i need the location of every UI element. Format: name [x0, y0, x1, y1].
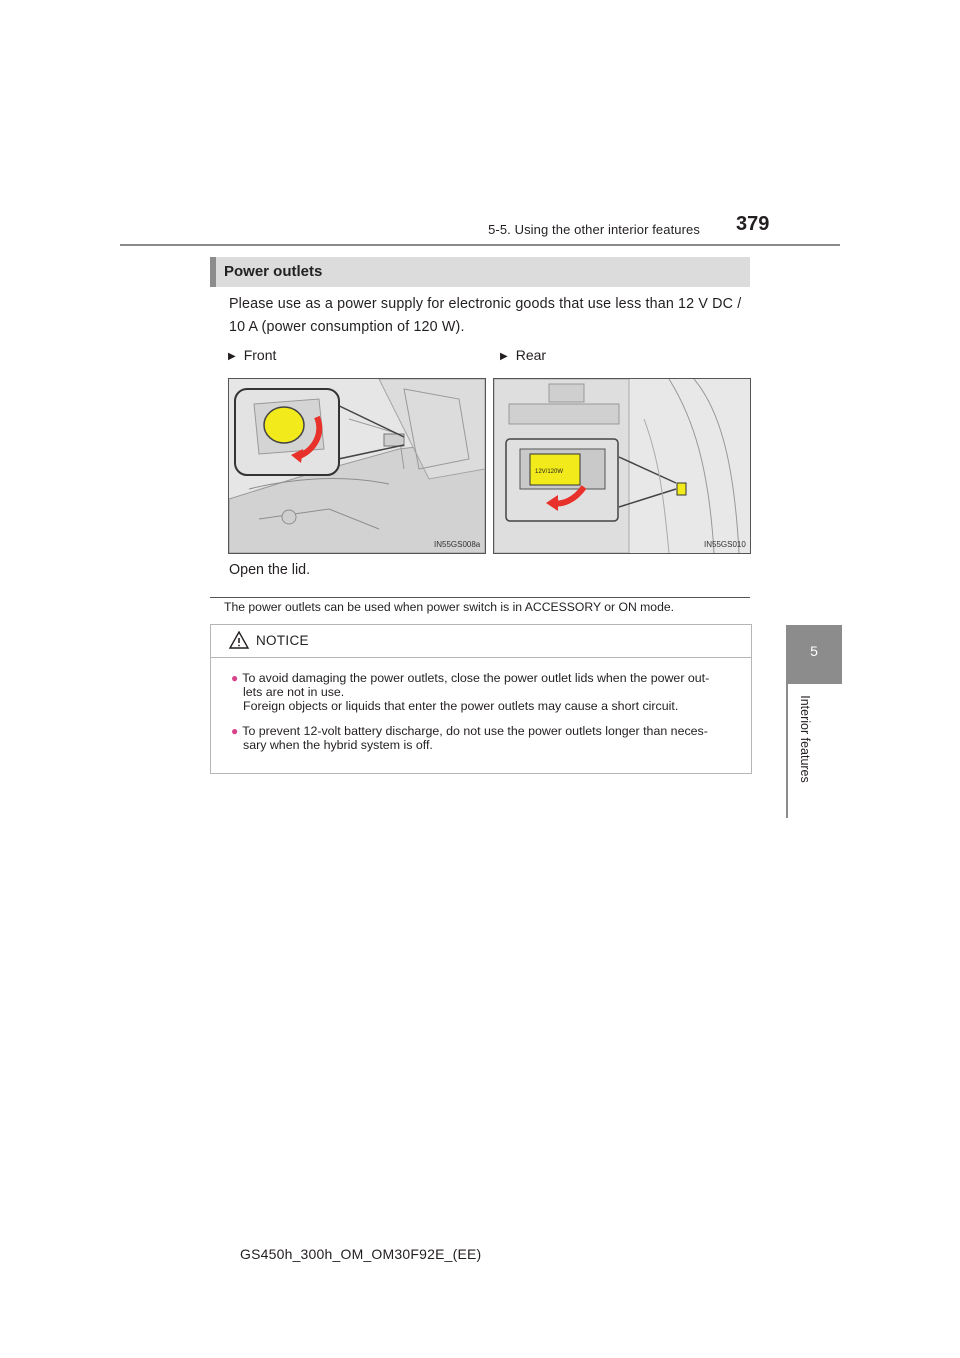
notice-item-text: sary when the hybrid system is off. [243, 738, 433, 752]
header-divider [120, 244, 840, 246]
header-section-title: 5-5. Using the other interior features [488, 222, 700, 237]
intro-line: 10 A (power consumption of 120 W). [229, 319, 465, 335]
document-code-footer: GS450h_300h_OM_OM30F92E_(EE) [240, 1246, 482, 1262]
section-heading-bar [210, 257, 750, 287]
figure-code: IN55GS008a [434, 540, 481, 549]
front-outlet-illustration [228, 378, 486, 554]
notice-item [231, 724, 746, 752]
notice-item-text: To avoid damaging the power outlets, close the power outlet lids when the power out- [242, 671, 710, 685]
warning-triangle-icon [228, 630, 250, 650]
note-text: The power outlets can be used when power switch is in ACCESSORY or ON mode. [224, 600, 675, 614]
intro-paragraph [229, 293, 751, 339]
rear-outlet-illustration [493, 378, 751, 554]
note-divider [210, 597, 750, 598]
page-number: 379 [736, 213, 770, 235]
notice-item-text: To prevent 12-volt battery discharge, do not use the power outlets longer than neces- [242, 724, 708, 738]
notice-title: NOTICE [256, 633, 309, 648]
chapter-tab-label [795, 688, 815, 798]
figure-label-rear [500, 347, 546, 363]
triangle-bullet-icon: ▶ [228, 351, 236, 362]
intro-line: Please use as a power supply for electronic goods that use less than 12 V DC / [229, 296, 742, 312]
figure-code: IN55GS010 [704, 540, 746, 549]
bullet-icon: ● [231, 724, 239, 738]
chapter-tab-rule [786, 684, 788, 818]
notice-item-text: Foreign objects or liquids that enter the power outlets may cause a short circuit. [243, 699, 679, 713]
section-heading-accent [210, 257, 216, 287]
notice-divider [211, 657, 751, 658]
bullet-icon: ● [231, 671, 239, 685]
figure-label-text: Front [243, 347, 277, 363]
section-title: Power outlets [224, 263, 323, 280]
notice-item-text: lets are not in use. [243, 685, 345, 699]
notice-item [231, 671, 746, 713]
triangle-bullet-icon: ▶ [500, 351, 508, 362]
figure-label-front [228, 347, 276, 363]
figure-label-text: Rear [515, 347, 547, 363]
chapter-title: Interior features [798, 695, 812, 783]
step-instruction: Open the lid. [229, 562, 311, 578]
notice-box [210, 624, 752, 774]
outlet-rating-text: 12V/120W [535, 469, 564, 475]
chapter-tab: 5 [786, 625, 842, 684]
